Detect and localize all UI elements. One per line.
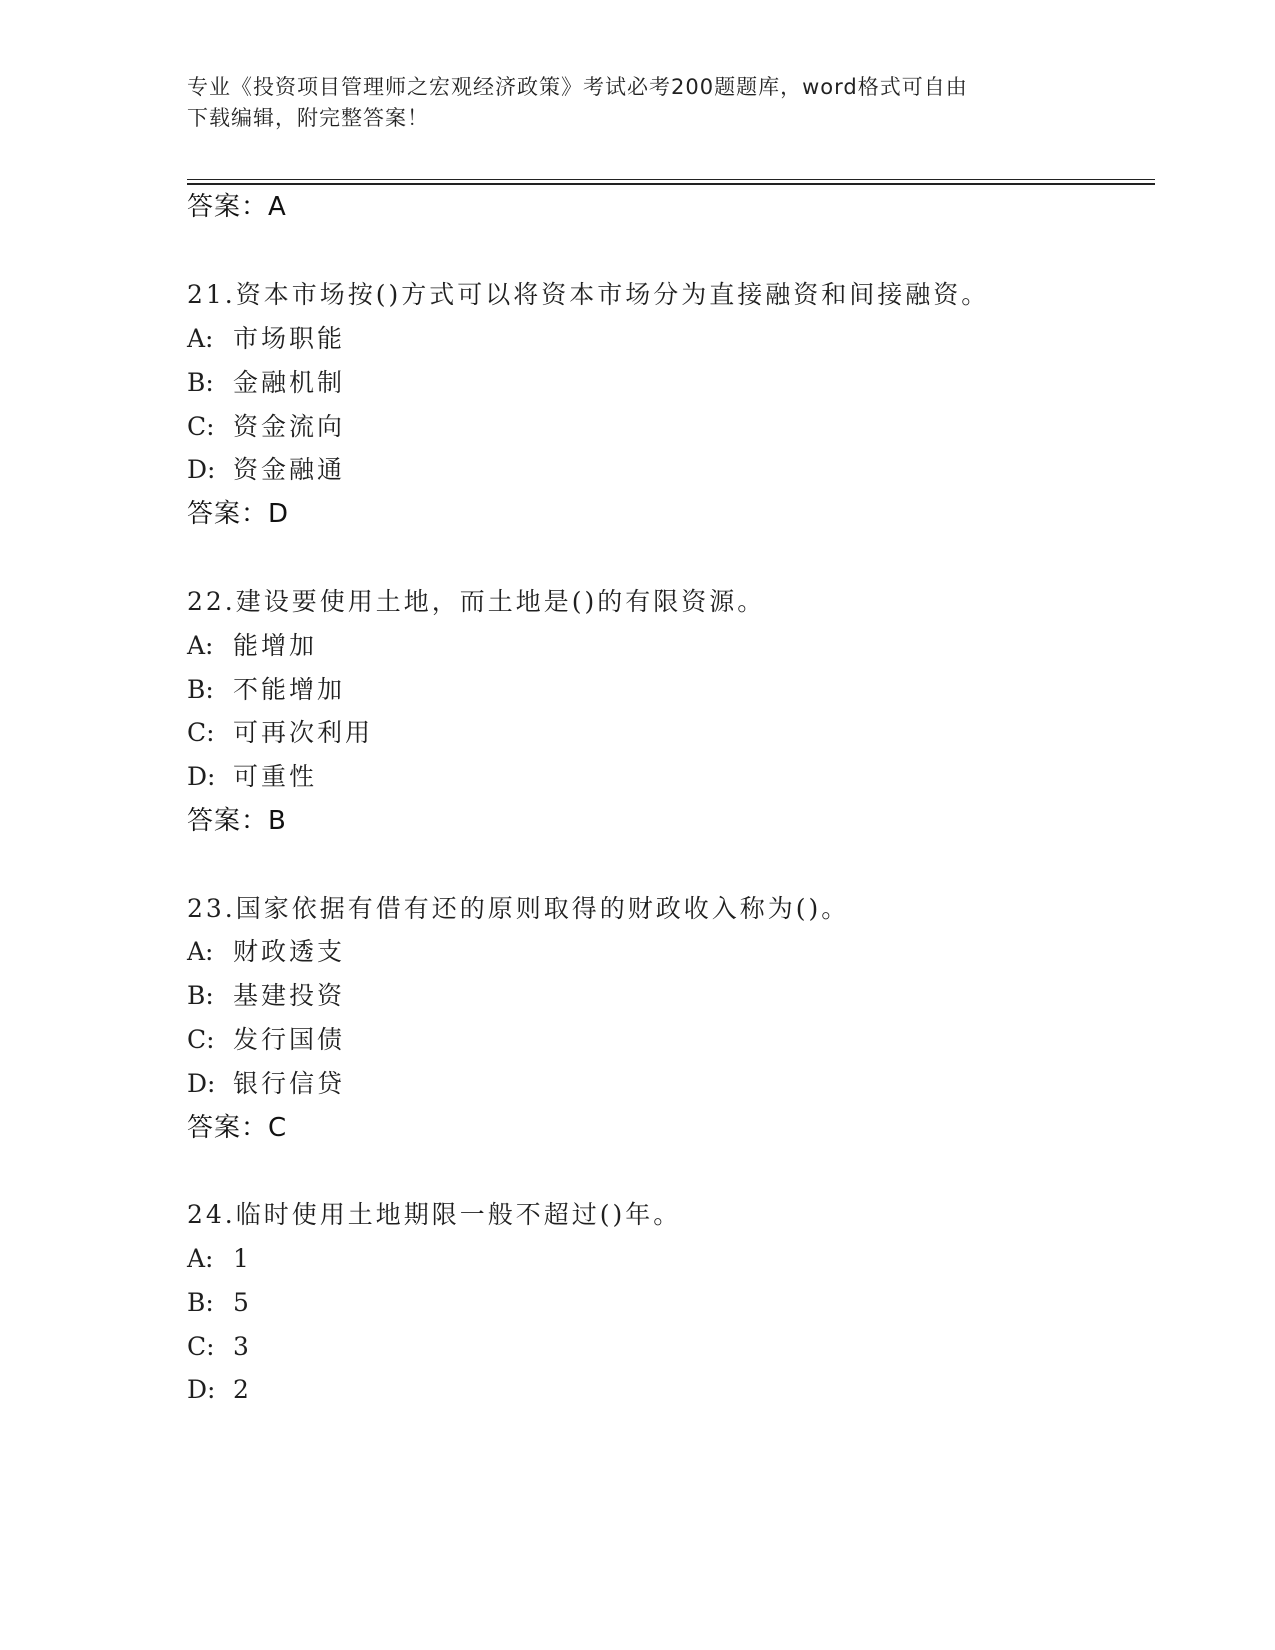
question-22-option-b	[187, 674, 345, 706]
option-key: B:	[187, 981, 214, 1010]
question-24-option-a	[187, 1243, 252, 1275]
option-text: 银行信贷	[233, 1069, 346, 1098]
question-24-option-c	[187, 1331, 252, 1363]
option-text: 财政透支	[233, 937, 346, 966]
option-key: D:	[187, 1069, 216, 1098]
header-line-2: 下载编辑，附完整答案！	[187, 106, 429, 130]
option-text: 1	[233, 1244, 252, 1273]
question-21-option-a	[187, 323, 345, 355]
option-key: A:	[187, 1244, 214, 1273]
question-21-option-d	[187, 454, 345, 486]
option-key: C:	[187, 1332, 215, 1361]
question-24-text: 24.临时使用土地期限一般不超过()年。	[187, 1200, 682, 1229]
option-key: A:	[187, 631, 214, 660]
option-text: 5	[233, 1288, 252, 1317]
header-rule-thick	[187, 183, 1155, 185]
option-text: 2	[233, 1375, 252, 1404]
question-21-option-b	[187, 367, 345, 399]
question-21-text: 21.资本市场按()方式可以将资本市场分为直接融资和间接融资。	[187, 280, 990, 309]
question-21-option-c	[187, 411, 345, 443]
option-key: B:	[187, 368, 214, 397]
option-text: 基建投资	[233, 981, 346, 1010]
question-23-option-a	[187, 936, 345, 968]
question-22-option-a	[187, 630, 317, 662]
previous-answer: 答案：A	[187, 192, 287, 222]
option-key: A:	[187, 937, 214, 966]
option-text: 可再次利用	[233, 718, 374, 747]
option-key: A:	[187, 324, 214, 353]
question-23-option-d	[187, 1068, 345, 1100]
option-text: 不能增加	[233, 675, 346, 704]
option-text: 市场职能	[233, 324, 346, 353]
question-22-text: 22.建设要使用土地，而土地是()的有限资源。	[187, 587, 766, 616]
option-text: 3	[233, 1332, 252, 1361]
option-text: 金融机制	[233, 368, 346, 397]
option-text: 资金融通	[233, 455, 346, 484]
option-text: 发行国债	[233, 1025, 346, 1054]
option-key: D:	[187, 1375, 216, 1404]
question-22-option-c	[187, 717, 373, 749]
option-key: C:	[187, 1025, 215, 1054]
option-key: D:	[187, 455, 216, 484]
question-23-answer: 答案：C	[187, 1113, 288, 1143]
question-23-option-c	[187, 1024, 345, 1056]
option-text: 资金流向	[233, 412, 346, 441]
option-text: 可重性	[233, 762, 318, 791]
option-key: B:	[187, 675, 214, 704]
option-key: D:	[187, 762, 216, 791]
question-22-option-d	[187, 761, 317, 793]
option-key: C:	[187, 718, 215, 747]
question-24-option-b	[187, 1287, 252, 1319]
question-23-option-b	[187, 980, 345, 1012]
question-21-answer: 答案：D	[187, 499, 290, 529]
question-22-answer: 答案：B	[187, 806, 287, 836]
question-24-option-d	[187, 1374, 252, 1406]
option-key: C:	[187, 412, 215, 441]
option-key: B:	[187, 1288, 214, 1317]
document-header	[187, 72, 1067, 134]
option-text: 能增加	[233, 631, 318, 660]
header-line-1: 专业《投资项目管理师之宏观经济政策》考试必考200题题库，word格式可自由	[187, 75, 968, 99]
header-rule-thin	[187, 179, 1155, 180]
question-23-text: 23.国家依据有借有还的原则取得的财政收入称为()。	[187, 894, 850, 923]
